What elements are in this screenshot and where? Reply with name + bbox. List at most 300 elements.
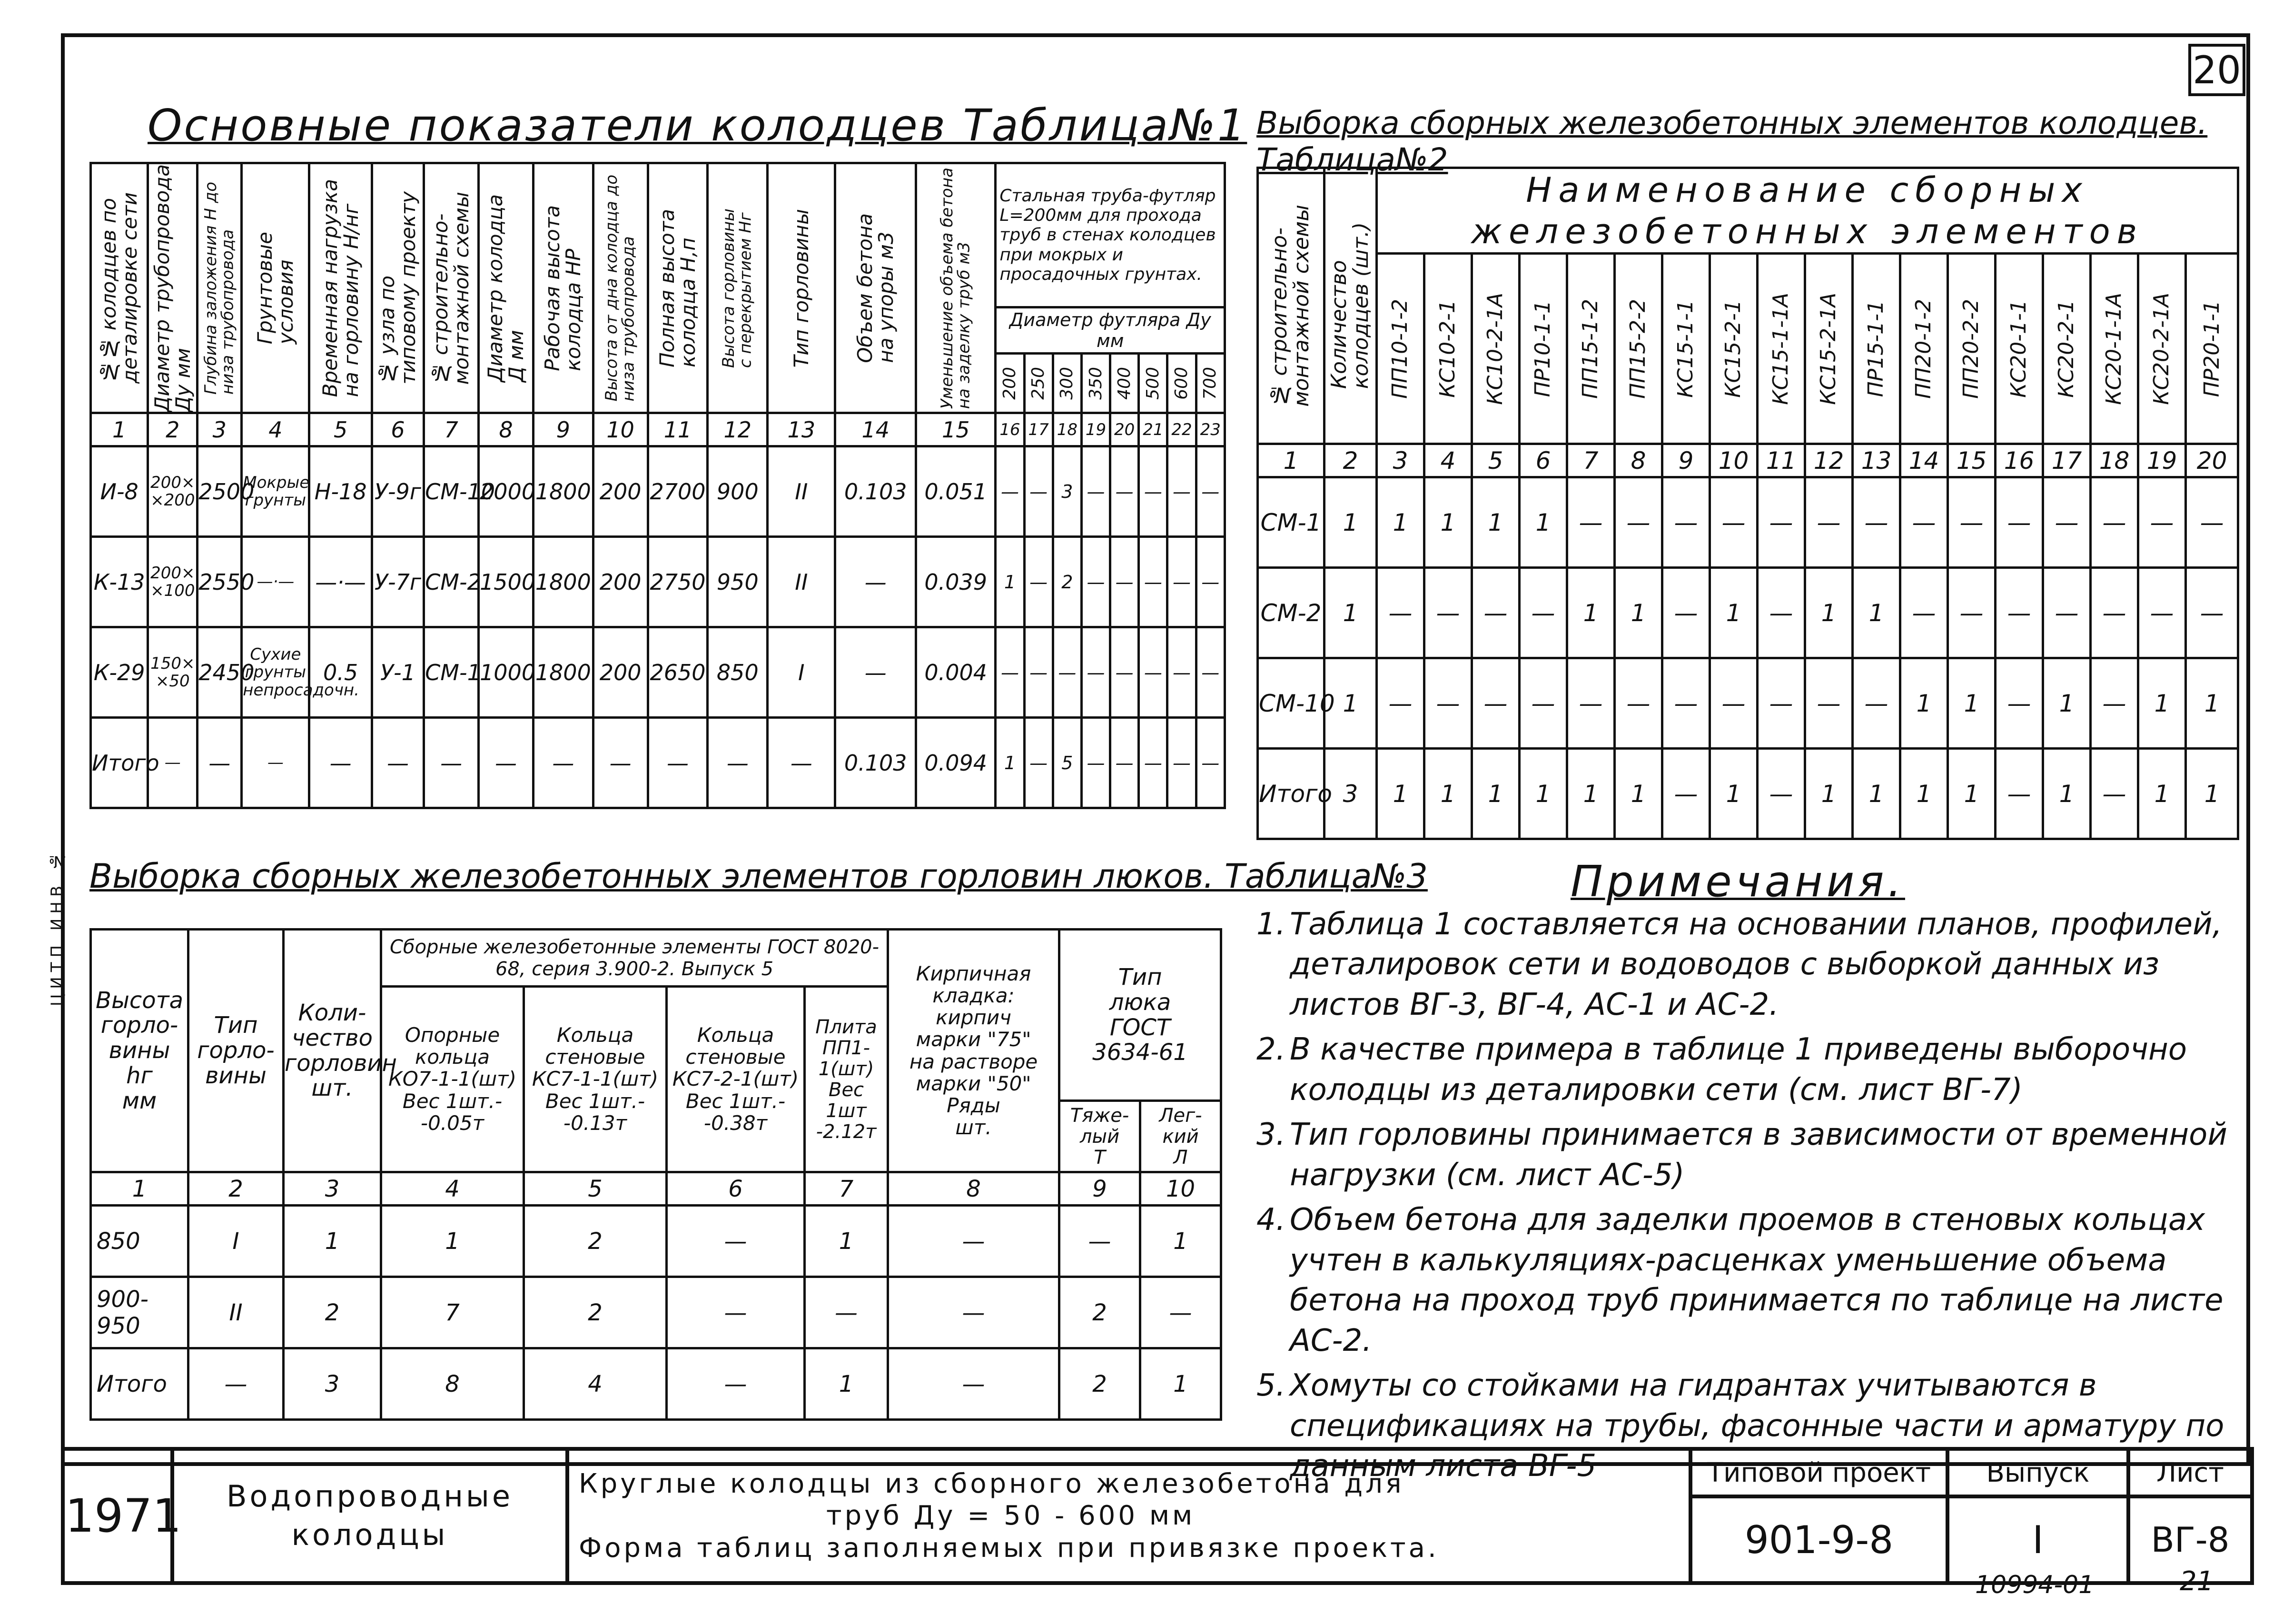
t1-cell: — bbox=[242, 718, 309, 808]
title-block bbox=[61, 1447, 2254, 1585]
t1-cell: 2000 bbox=[479, 446, 534, 537]
t3-col-number: 4 bbox=[381, 1172, 524, 1206]
t1-cell: К-13 bbox=[91, 537, 148, 627]
t2-cell: — bbox=[1615, 658, 1662, 749]
t3-cell: 1 bbox=[284, 1206, 381, 1277]
t1-cell: — bbox=[1024, 627, 1053, 718]
t1-cell: II bbox=[768, 446, 835, 537]
t2-row bbox=[1258, 658, 2238, 749]
t1-cell: — bbox=[1167, 718, 1196, 808]
t1-col-number: 2 bbox=[148, 413, 198, 446]
t2-element-header: ПП20-2-2 bbox=[1948, 254, 1996, 444]
t1-cell: СМ-10 bbox=[424, 446, 479, 537]
t2-col-number: 16 bbox=[1996, 444, 2043, 477]
t3-col-number: 10 bbox=[1140, 1172, 1221, 1206]
t2-cell: 1 bbox=[2186, 749, 2238, 839]
stamp-sheet-label: Лист bbox=[2128, 1449, 2252, 1496]
t1-col-number: 10 bbox=[593, 413, 648, 446]
t1-h4: Грунтовые условия bbox=[242, 163, 309, 413]
t1-cell: — bbox=[996, 446, 1024, 537]
note-number: 1. bbox=[1256, 907, 1286, 942]
t3-cell: 7 bbox=[381, 1277, 524, 1348]
t1-h14: Объем бетона на упоры м3 bbox=[835, 163, 916, 413]
stamp-desc-line3: Форма таблиц заполняемых при привязке проекта. bbox=[579, 1532, 1439, 1564]
t1-row bbox=[91, 537, 1225, 627]
note-item bbox=[1256, 904, 2251, 1025]
t2-cell: — bbox=[1710, 658, 1758, 749]
t2-element-header: ПП10-1-2 bbox=[1377, 254, 1424, 444]
t1-cell: 2700 bbox=[648, 446, 708, 537]
t3-h-rings-support: Опорные кольца КО7-1-1(шт) Вес 1шт.- -0.05т bbox=[381, 987, 524, 1172]
t2-cell: — bbox=[1853, 658, 1900, 749]
t3-h-light: Лег- кий Л bbox=[1140, 1101, 1221, 1172]
t2-cell: 1 bbox=[1853, 749, 1900, 839]
t1-cell: 950 bbox=[708, 537, 768, 627]
t3-cell: — bbox=[667, 1277, 805, 1348]
t2-cell: 1 bbox=[1615, 568, 1662, 658]
t2-col-number: 15 bbox=[1948, 444, 1996, 477]
table1 bbox=[89, 162, 1226, 809]
t2-element-header: ПР15-1-1 bbox=[1853, 254, 1900, 444]
t2-cell: — bbox=[2186, 477, 2238, 568]
t2-cell: — bbox=[1520, 658, 1567, 749]
t1-cell: 200 bbox=[593, 446, 648, 537]
t1-cell: 1800 bbox=[533, 627, 593, 718]
t1-cell: 0.103 bbox=[835, 446, 916, 537]
note-number: 5. bbox=[1256, 1368, 1286, 1404]
t2-cell: 1 bbox=[1900, 658, 1948, 749]
t2-element-header: КС10-2-1А bbox=[1472, 254, 1520, 444]
t2-cell: — bbox=[1567, 658, 1615, 749]
t1-col-number: 9 bbox=[533, 413, 593, 446]
t1-cell: — bbox=[1196, 537, 1225, 627]
t1-col-number: 20 bbox=[1110, 413, 1139, 446]
t1-cell: — bbox=[533, 718, 593, 808]
t1-col-number: 11 bbox=[648, 413, 708, 446]
t1-col-number: 13 bbox=[768, 413, 835, 446]
t2-cell: 1 bbox=[1567, 568, 1615, 658]
t2-element-header: КС20-1-1А bbox=[2091, 254, 2138, 444]
t1-cell: — bbox=[424, 718, 479, 808]
t3-row bbox=[91, 1277, 1221, 1348]
t3-col-number: 5 bbox=[524, 1172, 667, 1206]
t1-cell: — bbox=[148, 718, 198, 808]
t2-cell: 1 bbox=[1424, 477, 1472, 568]
t2-element-header: КС10-2-1 bbox=[1424, 254, 1472, 444]
t1-cell: I bbox=[768, 627, 835, 718]
t2-col-number: 8 bbox=[1615, 444, 1662, 477]
table3 bbox=[89, 928, 1222, 1421]
t2-cell: 1 bbox=[1805, 568, 1853, 658]
t2-cell: — bbox=[2091, 658, 2138, 749]
t3-cell: I bbox=[188, 1206, 284, 1277]
t3-cell: 1 bbox=[1140, 1348, 1221, 1420]
t1-cell: — bbox=[1024, 446, 1053, 537]
t2-element-header: КС15-2-1 bbox=[1710, 254, 1758, 444]
t2-cell: — bbox=[1758, 477, 1805, 568]
stamp-project-label: Типовой проект bbox=[1690, 1449, 1947, 1496]
t1-cell: 5 bbox=[1053, 718, 1081, 808]
t2-col-number: 9 bbox=[1662, 444, 1710, 477]
stamp-sheet-value: ВГ-8 bbox=[2128, 1496, 2252, 1583]
t1-cell: — bbox=[593, 718, 648, 808]
t1-cell: 1 bbox=[996, 718, 1024, 808]
t2-cell: 1 bbox=[1615, 749, 1662, 839]
t2-cell: 1 bbox=[1520, 477, 1567, 568]
t1-cell: СМ-1 bbox=[424, 627, 479, 718]
t2-cell: — bbox=[1520, 568, 1567, 658]
t3-col-number: 9 bbox=[1059, 1172, 1140, 1206]
t3-h-count: Коли- чество горловин шт. bbox=[284, 930, 381, 1172]
stamp-desc-line2: труб Ду = 50 - 600 мм bbox=[826, 1500, 1196, 1532]
t2-cell: — bbox=[2043, 568, 2091, 658]
t1-cell: — bbox=[1139, 446, 1167, 537]
t1-cell: — bbox=[1024, 718, 1053, 808]
t2-cell: — bbox=[1472, 658, 1520, 749]
t2-cell: — bbox=[1948, 568, 1996, 658]
t1-cell: —·— bbox=[242, 537, 309, 627]
t3-cell: 1 bbox=[805, 1348, 888, 1420]
t1-cell: — bbox=[1024, 537, 1053, 627]
t1-col-number: 4 bbox=[242, 413, 309, 446]
t2-col-number: 7 bbox=[1567, 444, 1615, 477]
t1-cell: 1800 bbox=[533, 537, 593, 627]
t2-col-number: 5 bbox=[1472, 444, 1520, 477]
t1-cell: 0.094 bbox=[916, 718, 996, 808]
t1-col-number: 7 bbox=[424, 413, 479, 446]
t1-col-number: 17 bbox=[1024, 413, 1053, 446]
t1-cell: К-29 bbox=[91, 627, 148, 718]
t2-cell: 1 bbox=[1377, 749, 1424, 839]
t2-cell: — bbox=[2043, 477, 2091, 568]
t2-col-number: 10 bbox=[1710, 444, 1758, 477]
t3-row bbox=[91, 1206, 1221, 1277]
t3-cell: — bbox=[667, 1206, 805, 1277]
t1-pipe-diameter: 700 bbox=[1196, 354, 1225, 413]
t2-cell: 1 bbox=[1424, 749, 1472, 839]
t2-cell: 3 bbox=[1324, 749, 1377, 839]
t3-h-group: Сборные железобетонные элементы ГОСТ 8020-68, серия 3.900-2. Выпуск 5 bbox=[381, 930, 888, 987]
t3-cell: — bbox=[1059, 1206, 1140, 1277]
t3-h-height: Высота горло- вины hг мм bbox=[91, 930, 188, 1172]
t1-cell: — bbox=[1110, 446, 1139, 537]
note-text: В качестве примера в таблице 1 приведены выборочно колодцы из деталировки сети (см. лист ВГ-7) bbox=[1290, 1032, 2187, 1108]
t1-cell: — bbox=[1196, 446, 1225, 537]
t3-h-plate: Плита ПП1-1(шт) Вес 1шт -2.12т bbox=[805, 987, 888, 1172]
t1-cell: — bbox=[309, 718, 372, 808]
t2-element-header: КС20-2-1А bbox=[2138, 254, 2186, 444]
note-text: Хомуты со стойками на гидрантах учитываются в спецификациях на трубы, фасонные части и арматуру по данным листа ВГ-5 bbox=[1290, 1368, 2224, 1484]
t2-h1: № строительно- монтажной схемы bbox=[1258, 168, 1324, 444]
t1-col-number: 3 bbox=[198, 413, 242, 446]
t1-col-number: 23 bbox=[1196, 413, 1225, 446]
t3-cell: — bbox=[667, 1348, 805, 1420]
t2-h2: Количество колодцев (шт.) bbox=[1324, 168, 1377, 444]
t1-cell: — bbox=[1110, 627, 1139, 718]
t1-cell: 2550 bbox=[198, 537, 242, 627]
t1-cell: 200× ×200 bbox=[148, 446, 198, 537]
t3-h-hatch: Тип люка ГОСТ 3634-61 bbox=[1059, 930, 1221, 1101]
t1-cell: — bbox=[372, 718, 424, 808]
table2-title: Выборка сборных железобетонных элементов колодцев. Таблица№2 bbox=[1256, 105, 2208, 178]
t3-cell: 2 bbox=[284, 1277, 381, 1348]
t3-h-rings-wall: Кольца стеновые КС7-1-1(шт) Вес 1шт.- -0.13т bbox=[524, 987, 667, 1172]
t1-cell: 0.039 bbox=[916, 537, 996, 627]
t2-cell: — bbox=[1853, 477, 1900, 568]
t1-h1: №№ колодцев по деталировке сети bbox=[91, 163, 148, 413]
t1-cell: У-9г bbox=[372, 446, 424, 537]
table3-title: Выборка сборных железобетонных элементов горловин люков. Таблица№3 bbox=[89, 857, 1428, 896]
t2-cell: 1 bbox=[1805, 749, 1853, 839]
t3-col-number: 1 bbox=[91, 1172, 188, 1206]
t1-cell: II bbox=[768, 537, 835, 627]
t3-h-brick: Кирпичная кладка: кирпич марки "75" на растворе марки "50" Ряды шт. bbox=[888, 930, 1059, 1172]
t3-cell: — bbox=[888, 1348, 1059, 1420]
t2-cell: 1 bbox=[1324, 477, 1377, 568]
t1-cell: 2450 bbox=[198, 627, 242, 718]
t2-cell: — bbox=[1662, 658, 1710, 749]
t1-cell: 3 bbox=[1053, 446, 1081, 537]
stamp-year: 1971 bbox=[63, 1449, 172, 1583]
t1-cell: — bbox=[479, 718, 534, 808]
t2-cell: — bbox=[1996, 477, 2043, 568]
t2-element-header: ПП15-1-2 bbox=[1567, 254, 1615, 444]
t3-col-number: 7 bbox=[805, 1172, 888, 1206]
t2-cell: 1 bbox=[1520, 749, 1567, 839]
t3-cell: II bbox=[188, 1277, 284, 1348]
t3-h-rings-wall2: Кольца стеновые КС7-2-1(шт) Вес 1шт.- -0.38т bbox=[667, 987, 805, 1172]
t2-cell: — bbox=[1900, 477, 1948, 568]
t2-element-header: ПР10-1-1 bbox=[1520, 254, 1567, 444]
t1-h12: Высота горловины с перекрытием Нг bbox=[708, 163, 768, 413]
t1-cell: 0.5 bbox=[309, 627, 372, 718]
t2-cell: 1 bbox=[1853, 568, 1900, 658]
t2-cell: 1 bbox=[2043, 749, 2091, 839]
t3-cell: — bbox=[188, 1348, 284, 1420]
t2-cell: — bbox=[1996, 568, 2043, 658]
t2-cell: — bbox=[1900, 568, 1948, 658]
t2-col-number: 18 bbox=[2091, 444, 2138, 477]
t1-h5: Временная нагрузка на горловину Н/нг bbox=[309, 163, 372, 413]
t1-h15: Уменьшение объема бетона на заделку труб м3 bbox=[916, 163, 996, 413]
t3-h-heavy: Тяже- лый Т bbox=[1059, 1101, 1140, 1172]
t1-pipe-diameter: 600 bbox=[1167, 354, 1196, 413]
t1-cell: —·— bbox=[309, 537, 372, 627]
t3-cell: 2 bbox=[1059, 1348, 1140, 1420]
t1-cell: — bbox=[835, 537, 916, 627]
t2-cell: — bbox=[1472, 568, 1520, 658]
t1-cell: — bbox=[1196, 718, 1225, 808]
t2-cell: — bbox=[1424, 658, 1472, 749]
t1-cell: 850 bbox=[708, 627, 768, 718]
t1-h3: Глубина заложения Н до низа трубопровода bbox=[198, 163, 242, 413]
t1-cell: Н-18 bbox=[309, 446, 372, 537]
t2-cell: — bbox=[1805, 658, 1853, 749]
t3-cell: 2 bbox=[524, 1206, 667, 1277]
t1-col-number: 12 bbox=[708, 413, 768, 446]
t2-cell: 1 bbox=[1324, 658, 1377, 749]
t1-cell: 200 bbox=[593, 627, 648, 718]
page-number: 20 bbox=[2188, 44, 2245, 96]
t1-cell: — bbox=[768, 718, 835, 808]
t2-cell: 1 bbox=[2138, 749, 2186, 839]
t2-cell: — bbox=[2091, 749, 2138, 839]
t1-h2: Диаметр трубопровода Ду мм bbox=[148, 163, 198, 413]
t1-h10: Высота от дна колодца до низа трубопровода bbox=[593, 163, 648, 413]
t1-cell: — bbox=[1196, 627, 1225, 718]
t2-element-header: ПП20-1-2 bbox=[1900, 254, 1948, 444]
t1-col-number: 6 bbox=[372, 413, 424, 446]
t2-cell: 1 bbox=[1948, 749, 1996, 839]
t3-cell: — bbox=[888, 1206, 1059, 1277]
t2-element-header: КС20-1-1 bbox=[1996, 254, 2043, 444]
footer-page: 21 bbox=[2180, 1566, 2214, 1597]
stamp-description bbox=[567, 1449, 1690, 1583]
t1-cell: — bbox=[1081, 537, 1110, 627]
t1-cell: СМ-2 bbox=[424, 537, 479, 627]
stamp-issue-label: Выпуск bbox=[1947, 1449, 2128, 1496]
t1-cell: 900 bbox=[708, 446, 768, 537]
t1-col-number: 14 bbox=[835, 413, 916, 446]
stamp-desc-line1: Круглые колодцы из сборного железобетона для bbox=[579, 1468, 1404, 1500]
t1-cell: — bbox=[1081, 627, 1110, 718]
table1-title: Основные показатели колодцев Таблица№1 bbox=[148, 100, 1247, 151]
t2-cell: Итого bbox=[1258, 749, 1324, 839]
t3-col-number: 6 bbox=[667, 1172, 805, 1206]
t2-cell: — bbox=[1758, 568, 1805, 658]
t1-cell: 2650 bbox=[648, 627, 708, 718]
t1-cell: Мокрые грунты bbox=[242, 446, 309, 537]
t1-pipe-diameter: 250 bbox=[1024, 354, 1053, 413]
t2-cell: — bbox=[2091, 568, 2138, 658]
note-item bbox=[1256, 1200, 2251, 1361]
t2-col-number: 17 bbox=[2043, 444, 2091, 477]
t2-cell: 1 bbox=[2043, 658, 2091, 749]
t1-cell: — bbox=[996, 627, 1024, 718]
t2-row bbox=[1258, 477, 2238, 568]
notes-title: Примечания. bbox=[1571, 857, 1905, 907]
t2-cell: 1 bbox=[1900, 749, 1948, 839]
t2-cell: — bbox=[1377, 658, 1424, 749]
t1-cell: — bbox=[708, 718, 768, 808]
t1-h11: Полная высота колодца Н,п bbox=[648, 163, 708, 413]
t1-cell: Итого bbox=[91, 718, 148, 808]
t3-cell: — bbox=[805, 1277, 888, 1348]
t1-cell: — bbox=[198, 718, 242, 808]
t2-col-number: 20 bbox=[2186, 444, 2238, 477]
t3-cell: 3 bbox=[284, 1348, 381, 1420]
t2-cell: 1 bbox=[1710, 568, 1758, 658]
t1-cell: — bbox=[1081, 718, 1110, 808]
t1-row bbox=[91, 627, 1225, 718]
t2-cell: СМ-10 bbox=[1258, 658, 1324, 749]
t1-col-number: 21 bbox=[1139, 413, 1167, 446]
t1-cell: Сухие грунты непросадочн. bbox=[242, 627, 309, 718]
t2-cell: — bbox=[1996, 749, 2043, 839]
t1-cell: 1500 bbox=[479, 537, 534, 627]
t1-pipe-group-header: Стальная труба-футляр L=200мм для прохода труб в стенах колодцев при мокрых и просадочных грунтах. bbox=[996, 163, 1225, 307]
t2-row bbox=[1258, 749, 2238, 839]
t3-cell: 8 bbox=[381, 1348, 524, 1420]
note-number: 2. bbox=[1256, 1032, 1286, 1068]
t3-col-number: 8 bbox=[888, 1172, 1059, 1206]
t2-element-header: КС15-1-1 bbox=[1662, 254, 1710, 444]
t3-cell: 850 bbox=[91, 1206, 188, 1277]
t3-cell: 1 bbox=[1140, 1206, 1221, 1277]
t2-cell: 1 bbox=[2138, 658, 2186, 749]
t1-cell: 200 bbox=[593, 537, 648, 627]
t1-row bbox=[91, 446, 1225, 537]
t1-h6: № узла по типовому проекту bbox=[372, 163, 424, 413]
t1-cell: 2750 bbox=[648, 537, 708, 627]
t1-cell: 1800 bbox=[533, 446, 593, 537]
t2-cell: 1 bbox=[1472, 477, 1520, 568]
t2-cell: — bbox=[1615, 477, 1662, 568]
t1-pipe-diameter: 500 bbox=[1139, 354, 1167, 413]
t2-col-number: 2 bbox=[1324, 444, 1377, 477]
note-item bbox=[1256, 1030, 2251, 1110]
t2-cell: — bbox=[1662, 477, 1710, 568]
t1-cell: У-7г bbox=[372, 537, 424, 627]
t2-cell: СМ-1 bbox=[1258, 477, 1324, 568]
note-item bbox=[1256, 1115, 2251, 1195]
t3-cell: — bbox=[1140, 1277, 1221, 1348]
t1-pipe-diameter: 400 bbox=[1110, 354, 1139, 413]
t1-col-number: 8 bbox=[479, 413, 534, 446]
t2-cell: 1 bbox=[2186, 658, 2238, 749]
t2-cell: — bbox=[1377, 568, 1424, 658]
t2-cell: — bbox=[1662, 568, 1710, 658]
t1-cell: 150× ×50 bbox=[148, 627, 198, 718]
t3-cell: — bbox=[888, 1277, 1059, 1348]
t1-cell: — bbox=[1167, 537, 1196, 627]
t1-cell: — bbox=[648, 718, 708, 808]
t1-pipe-diameter: 300 bbox=[1053, 354, 1081, 413]
t1-cell: — bbox=[1053, 627, 1081, 718]
t2-cell: — bbox=[1710, 477, 1758, 568]
t3-cell: 1 bbox=[805, 1206, 888, 1277]
t3-cell: 4 bbox=[524, 1348, 667, 1420]
t1-cell: — bbox=[1110, 718, 1139, 808]
t1-h9: Рабочая высота колодца НР bbox=[533, 163, 593, 413]
t2-cell: — bbox=[1996, 658, 2043, 749]
t2-cell: СМ-2 bbox=[1258, 568, 1324, 658]
t1-cell: — bbox=[1167, 446, 1196, 537]
note-text: Таблица 1 составляется на основании планов, профилей, деталировок сети и водоводов с выборкой данных из листов ВГ-3, ВГ-4, АС-1 и АС-2. bbox=[1290, 907, 2222, 1022]
t1-cell: — bbox=[1139, 537, 1167, 627]
t1-col-number: 22 bbox=[1167, 413, 1196, 446]
t2-element-header: ПР20-1-1 bbox=[2186, 254, 2238, 444]
t2-cell: — bbox=[2138, 568, 2186, 658]
t2-cell: — bbox=[1424, 568, 1472, 658]
t1-cell: 1 bbox=[996, 537, 1024, 627]
t1-row bbox=[91, 718, 1225, 808]
side-stamp-text: ЦИТП ИНВ № bbox=[48, 847, 67, 1007]
t2-element-header: КС15-1-1А bbox=[1758, 254, 1805, 444]
t2-col-number: 3 bbox=[1377, 444, 1424, 477]
t2-row bbox=[1258, 568, 2238, 658]
t1-cell: — bbox=[1167, 627, 1196, 718]
stamp-project-value: 901-9-8 bbox=[1690, 1496, 1947, 1583]
t1-pipe-diameter-header: Диаметр футляра Ду мм bbox=[996, 307, 1225, 353]
t2-cell: 1 bbox=[1567, 749, 1615, 839]
note-number: 4. bbox=[1256, 1202, 1286, 1238]
t2-cell: — bbox=[1567, 477, 1615, 568]
t1-h8: Диаметр колодца Д мм bbox=[479, 163, 534, 413]
t2-col-number: 14 bbox=[1900, 444, 1948, 477]
inventory-number: 10994-01 bbox=[1975, 1571, 2095, 1599]
t2-cell: — bbox=[2091, 477, 2138, 568]
